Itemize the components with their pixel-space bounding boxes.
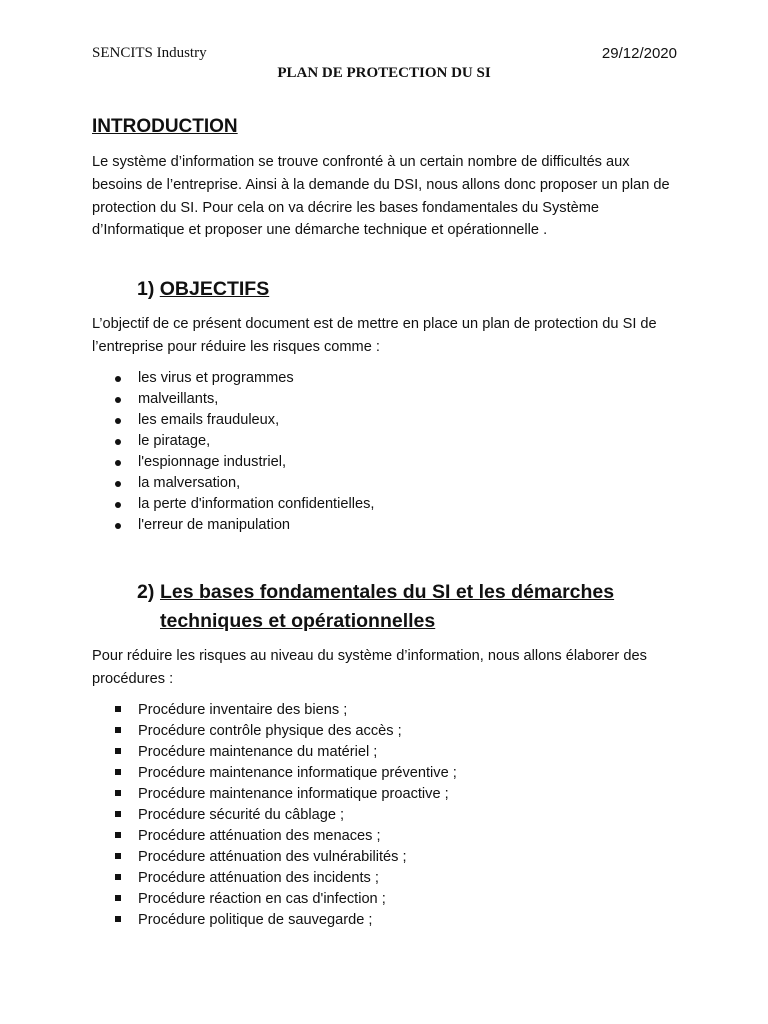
section-2-paragraph: Pour réduire les risques au niveau du système d’information, nous allons élaborer des procédures : <box>92 648 647 687</box>
list-item: Procédure maintenance du matériel ; <box>110 742 457 763</box>
square-bullet-icon <box>115 832 121 838</box>
bullet-icon <box>115 523 121 529</box>
square-bullet-icon <box>115 874 121 880</box>
list-item: Procédure atténuation des incidents ; <box>110 868 457 889</box>
bullet-icon <box>115 481 121 487</box>
square-bullet-icon <box>115 769 121 775</box>
square-bullet-icon <box>115 727 121 733</box>
procedure-list <box>110 700 457 931</box>
section-2-number: 2) <box>137 581 155 603</box>
square-bullet-icon <box>115 895 121 901</box>
list-item: Procédure maintenance informatique proactive ; <box>110 784 457 805</box>
bullet-icon <box>115 439 121 445</box>
list-item: l'erreur de manipulation <box>110 515 374 536</box>
list-item: Procédure contrôle physique des accès ; <box>110 721 457 742</box>
section-1-heading <box>137 275 269 304</box>
square-bullet-icon <box>115 748 121 754</box>
list-item: Procédure maintenance informatique préventive ; <box>110 763 457 784</box>
section-2-title-line-2: techniques et opérationnelles <box>160 610 436 632</box>
section-2-title-line-1: Les bases fondamentales du SI et les démarches <box>160 581 615 603</box>
bullet-icon <box>115 376 121 382</box>
introduction-paragraph: Le système d’information se trouve confronté à un certain nombre de difficultés aux besoins de l’entreprise. Ainsi à la demande du DSI, nous allons donc proposer un plan de protection du SI. Pour cela on va décrire les bases fondamentales du Système d’Informatique et proposer une démarche technique et opérationnelle . <box>92 154 670 239</box>
square-bullet-icon <box>115 706 121 712</box>
document-title: PLAN DE PROTECTION DU SI <box>277 65 491 81</box>
list-item: Procédure réaction en cas d'infection ; <box>110 889 457 910</box>
list-item: le piratage, <box>110 431 374 452</box>
section-1-number: 1) <box>137 278 155 300</box>
introduction-heading: INTRODUCTION <box>92 116 238 137</box>
list-item: malveillants, <box>110 389 374 410</box>
bullet-icon <box>115 502 121 508</box>
section-2-heading <box>137 578 657 636</box>
square-bullet-icon <box>115 790 121 796</box>
list-item: l'espionnage industriel, <box>110 452 374 473</box>
list-item: Procédure sécurité du câblage ; <box>110 805 457 826</box>
bullet-icon <box>115 460 121 466</box>
list-item: la malversation, <box>110 473 374 494</box>
company-name: SENCITS Industry <box>92 45 207 61</box>
risk-list <box>110 368 374 536</box>
list-item: Procédure atténuation des menaces ; <box>110 826 457 847</box>
list-item: Procédure politique de sauvegarde ; <box>110 910 457 931</box>
list-item: les emails frauduleux, <box>110 410 374 431</box>
section-1-title: OBJECTIFS <box>159 278 270 300</box>
list-item: Procédure atténuation des vulnérabilités ; <box>110 847 457 868</box>
list-item: les virus et programmes <box>110 368 374 389</box>
bullet-icon <box>115 397 121 403</box>
list-item: la perte d'information confidentielles, <box>110 494 374 515</box>
square-bullet-icon <box>115 916 121 922</box>
square-bullet-icon <box>115 853 121 859</box>
square-bullet-icon <box>115 811 121 817</box>
list-item: Procédure inventaire des biens ; <box>110 700 457 721</box>
section-1-paragraph: L’objectif de ce présent document est de mettre en place un plan de protection du SI de l’entreprise pour réduire les risques comme : <box>92 316 657 355</box>
document-date: 29/12/2020 <box>601 45 677 62</box>
bullet-icon <box>115 418 121 424</box>
